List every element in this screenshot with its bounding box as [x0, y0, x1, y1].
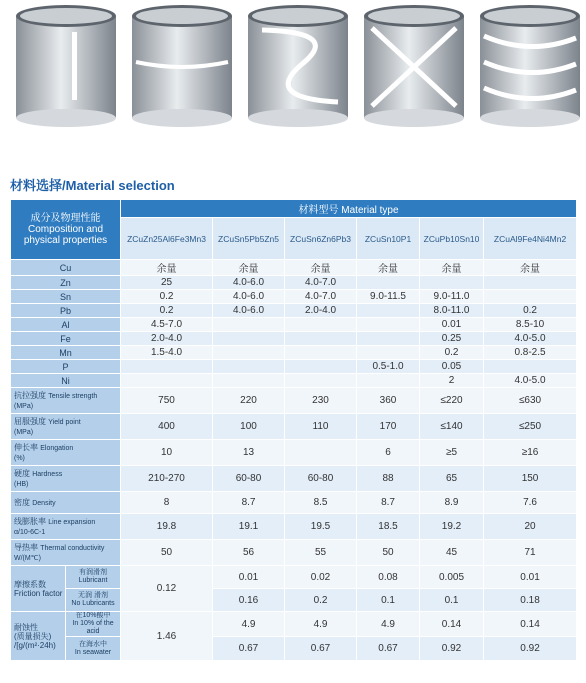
table-cell: 71 [484, 540, 577, 566]
table-cell: 65 [420, 466, 484, 492]
table-cell: 4.0-7.0 [285, 290, 357, 304]
table-cell [420, 276, 484, 290]
table-cell: 4.0-5.0 [484, 374, 577, 388]
table-cell: 0.67 [357, 637, 420, 661]
corrosion-shared-value: 1.46 [121, 612, 213, 661]
table-cell [484, 290, 577, 304]
table-cell: 10 [121, 440, 213, 466]
table-cell: 60-80 [285, 466, 357, 492]
table-cell: 25 [121, 276, 213, 290]
corrosion-label-unit: /[g/(m²·24h) [14, 640, 56, 650]
table-cell: 6 [357, 440, 420, 466]
property-label-en: Line expansion [48, 518, 96, 526]
table-row [11, 540, 577, 566]
table-cell: 0.08 [357, 566, 420, 589]
table-cell: 0.92 [420, 637, 484, 661]
table-cell: 100 [213, 414, 285, 440]
table-cell [285, 318, 357, 332]
table-row [11, 440, 577, 466]
property-label-cn: 线膨胀率 [14, 516, 46, 526]
table-cell [357, 276, 420, 290]
seawater-cn: 在海水中 [79, 640, 107, 648]
table-cell [121, 374, 213, 388]
table-cell [285, 360, 357, 374]
table-cell: 0.05 [420, 360, 484, 374]
corrosion-acid-label [66, 612, 121, 637]
property-label-en: Thermal conductivity [40, 544, 105, 552]
property-label-unit: (MPa) [14, 402, 34, 410]
table-cell: 余量 [420, 260, 484, 276]
table-row [11, 346, 577, 360]
table-cell: 4.0-6.0 [213, 290, 285, 304]
acid-en: In 10% of the acid [72, 620, 114, 635]
table-cell [357, 318, 420, 332]
table-cell: ≥5 [420, 440, 484, 466]
s-groove-bushing-icon [242, 2, 354, 130]
element-label: Fe [11, 332, 121, 346]
table-cell: 余量 [285, 260, 357, 276]
corrosion-seawater-label [66, 637, 121, 661]
table-cell: 0.1 [357, 589, 420, 612]
table-cell [121, 360, 213, 374]
table-cell [285, 346, 357, 360]
table-cell: 8.9 [420, 492, 484, 514]
material-type-header: 材料型号 Material type [121, 200, 577, 218]
table-cell [357, 374, 420, 388]
property-label [11, 388, 121, 414]
table-cell: ≥16 [484, 440, 577, 466]
property-label-cn: 屈服强度 [14, 416, 46, 426]
acid-cn: 在10%酸中 [75, 612, 111, 619]
friction-label-cn: 摩擦系数 [14, 579, 46, 589]
table-cell: 8.7 [357, 492, 420, 514]
material-name: ZCuSn6Zn6Pb3 [285, 218, 357, 260]
table-cell: 4.0-7.0 [285, 276, 357, 290]
no-lubricant-cn: 无润 滑剂 [78, 592, 108, 599]
table-cell: 0.2 [121, 304, 213, 318]
table-cell: 余量 [484, 260, 577, 276]
table-cell: 2.0-4.0 [121, 332, 213, 346]
table-cell: 7.6 [484, 492, 577, 514]
table-cell: 8 [121, 492, 213, 514]
composition-rows [11, 260, 577, 388]
table-cell: 0.2 [420, 346, 484, 360]
property-label-cn: 伸长率 [14, 442, 38, 452]
table-row [11, 388, 577, 414]
groove-illustrations [0, 0, 586, 150]
table-cell: 0.92 [484, 637, 577, 661]
friction-no-lubricant-label [66, 589, 121, 612]
table-cell: 8.5-10 [484, 318, 577, 332]
table-cell: 0.01 [213, 566, 285, 589]
table-cell: 19.8 [121, 514, 213, 540]
corner-header-cn: 成分及物理性能 [30, 213, 101, 224]
table-cell: 0.005 [420, 566, 484, 589]
table-cell: 余量 [121, 260, 213, 276]
property-label-en: Yield point [48, 418, 81, 426]
property-label-en: Hardness [32, 470, 63, 478]
friction-rows [11, 566, 577, 612]
table-cell: 0.67 [213, 637, 285, 661]
table-cell: 2.0-4.0 [285, 304, 357, 318]
table-row [11, 276, 577, 290]
table-row [11, 304, 577, 318]
table-cell [213, 318, 285, 332]
property-label-cn: 硬度 [14, 468, 30, 478]
table-cell [285, 374, 357, 388]
table-cell: 50 [121, 540, 213, 566]
table-cell: 4.9 [213, 612, 285, 637]
friction-shared-value: 0.12 [121, 566, 213, 612]
property-label-cn: 抗拉强度 [14, 390, 46, 400]
corrosion-label-cn: 耐蚀性 [14, 622, 38, 632]
lubricant-cn: 有润滑剂 [79, 569, 107, 576]
table-cell: ≤250 [484, 414, 577, 440]
material-table [10, 199, 576, 661]
material-name: ZCuSn5Pb5Zn5 [213, 218, 285, 260]
table-cell: 19.1 [213, 514, 285, 540]
table-cell: 4.0-5.0 [484, 332, 577, 346]
no-lubricant-en: No Lubricants [71, 600, 115, 607]
table-cell: 0.2 [121, 290, 213, 304]
lubricant-en: Lubricant [78, 577, 108, 584]
table-cell: 8.0-11.0 [420, 304, 484, 318]
property-label-unit: α/10-6C-1 [14, 528, 46, 536]
table-cell: 18.5 [357, 514, 420, 540]
element-label: Pb [11, 304, 121, 318]
table-cell: 0.2 [285, 589, 357, 612]
material-name: ZCuPb10Sn10 [420, 218, 484, 260]
corrosion-rows [11, 612, 577, 661]
property-label-unit: W/(M℃) [14, 554, 41, 562]
table-cell: 88 [357, 466, 420, 492]
table-cell: 4.9 [285, 612, 357, 637]
table-cell: 4.0-6.0 [213, 304, 285, 318]
table-cell: 360 [357, 388, 420, 414]
table-cell: 45 [420, 540, 484, 566]
property-label [11, 414, 121, 440]
table-cell: ≤220 [420, 388, 484, 414]
table-cell: 0.8-2.5 [484, 346, 577, 360]
table-cell: 20 [484, 514, 577, 540]
table-cell: 0.14 [420, 612, 484, 637]
property-label-en: Density [32, 499, 56, 507]
table-cell: 8.7 [213, 492, 285, 514]
table-cell: 170 [357, 414, 420, 440]
table-cell: 750 [121, 388, 213, 414]
corner-header-en: Composition and physical properties [23, 224, 108, 246]
table-row [11, 374, 577, 388]
property-label-en: Tensile strength [48, 392, 98, 400]
table-row [11, 492, 577, 514]
corrosion-label [11, 612, 66, 661]
corrosion-label-cn2: (质量损失) [14, 631, 52, 641]
table-cell [213, 374, 285, 388]
table-row [11, 360, 577, 374]
material-name: ZCuSn10P1 [357, 218, 420, 260]
element-label: Ni [11, 374, 121, 388]
table-cell: 9.0-11.5 [357, 290, 420, 304]
table-cell: 150 [484, 466, 577, 492]
table-cell: 0.14 [484, 612, 577, 637]
friction-lubricant-label [66, 566, 121, 589]
table-cell: 0.67 [285, 637, 357, 661]
table-cell: 8.5 [285, 492, 357, 514]
property-label-cn: 密度 [14, 497, 30, 507]
element-label: Cu [11, 260, 121, 276]
table-cell [357, 304, 420, 318]
table-cell [213, 332, 285, 346]
table-cell: 2 [420, 374, 484, 388]
table-cell: 0.01 [484, 566, 577, 589]
table-cell: 55 [285, 540, 357, 566]
friction-label [11, 566, 66, 612]
table-cell: 0.2 [484, 304, 577, 318]
table-cell: 50 [357, 540, 420, 566]
table-cell: 230 [285, 388, 357, 414]
table-cell: 0.02 [285, 566, 357, 589]
table-cell: 0.25 [420, 332, 484, 346]
property-label [11, 492, 121, 514]
table-cell: 0.5-1.0 [357, 360, 420, 374]
friction-label-en: Friction factor [14, 588, 63, 598]
property-label-en: Elongation [40, 444, 74, 452]
table-cell: 56 [213, 540, 285, 566]
table-cell [484, 276, 577, 290]
table-cell: 220 [213, 388, 285, 414]
table-cell: 余量 [213, 260, 285, 276]
table-cell: 210-270 [121, 466, 213, 492]
table-cell [285, 332, 357, 346]
table-row [11, 318, 577, 332]
corner-header [11, 200, 121, 260]
table-cell: 余量 [357, 260, 420, 276]
property-label-unit: (HB) [14, 480, 29, 488]
property-label [11, 540, 121, 566]
material-name: ZCuAl9Fe4Ni4Mn2 [484, 218, 577, 260]
property-label-unit: (MPa) [14, 428, 34, 436]
table-row [11, 332, 577, 346]
table-cell [484, 360, 577, 374]
table-cell: 19.5 [285, 514, 357, 540]
ring-groove-bushing-icon [126, 2, 238, 130]
table-cell: 60-80 [213, 466, 285, 492]
table-row [11, 260, 577, 276]
table-row [11, 414, 577, 440]
property-rows [11, 388, 577, 566]
material-name: ZCuZn25Al6Fe3Mn3 [121, 218, 213, 260]
table-cell [357, 346, 420, 360]
table-cell: 110 [285, 414, 357, 440]
spiral-groove-bushing-icon [474, 2, 586, 130]
table-cell [285, 440, 357, 466]
element-label: Zn [11, 276, 121, 290]
table-cell: 4.0-6.0 [213, 276, 285, 290]
table-cell [213, 360, 285, 374]
table-row [11, 466, 577, 492]
section-title: 材料选择/Material selection [10, 178, 175, 193]
table-row [11, 290, 577, 304]
straight-groove-bushing-icon [10, 2, 122, 130]
table-cell: 19.2 [420, 514, 484, 540]
property-label [11, 514, 121, 540]
property-label [11, 466, 121, 492]
table-cell: 4.5-7.0 [121, 318, 213, 332]
element-label: Sn [11, 290, 121, 304]
table-row [11, 514, 577, 540]
property-label-unit: (%) [14, 454, 25, 462]
element-label: Mn [11, 346, 121, 360]
table-cell [213, 346, 285, 360]
table-cell: 0.01 [420, 318, 484, 332]
table-cell: 400 [121, 414, 213, 440]
element-label: P [11, 360, 121, 374]
table-cell: 1.5-4.0 [121, 346, 213, 360]
seawater-en: In seawater [74, 648, 112, 656]
table-cell: 4.9 [357, 612, 420, 637]
table-cell: ≤140 [420, 414, 484, 440]
element-label: Al [11, 318, 121, 332]
table-cell [357, 332, 420, 346]
table-cell: ≤630 [484, 388, 577, 414]
table-cell: 0.18 [484, 589, 577, 612]
x-groove-bushing-icon [358, 2, 470, 130]
table-cell: 0.16 [213, 589, 285, 612]
table-cell: 13 [213, 440, 285, 466]
property-label-cn: 导热率 [14, 542, 38, 552]
table-cell: 9.0-11.0 [420, 290, 484, 304]
property-label [11, 440, 121, 466]
table-cell: 0.1 [420, 589, 484, 612]
